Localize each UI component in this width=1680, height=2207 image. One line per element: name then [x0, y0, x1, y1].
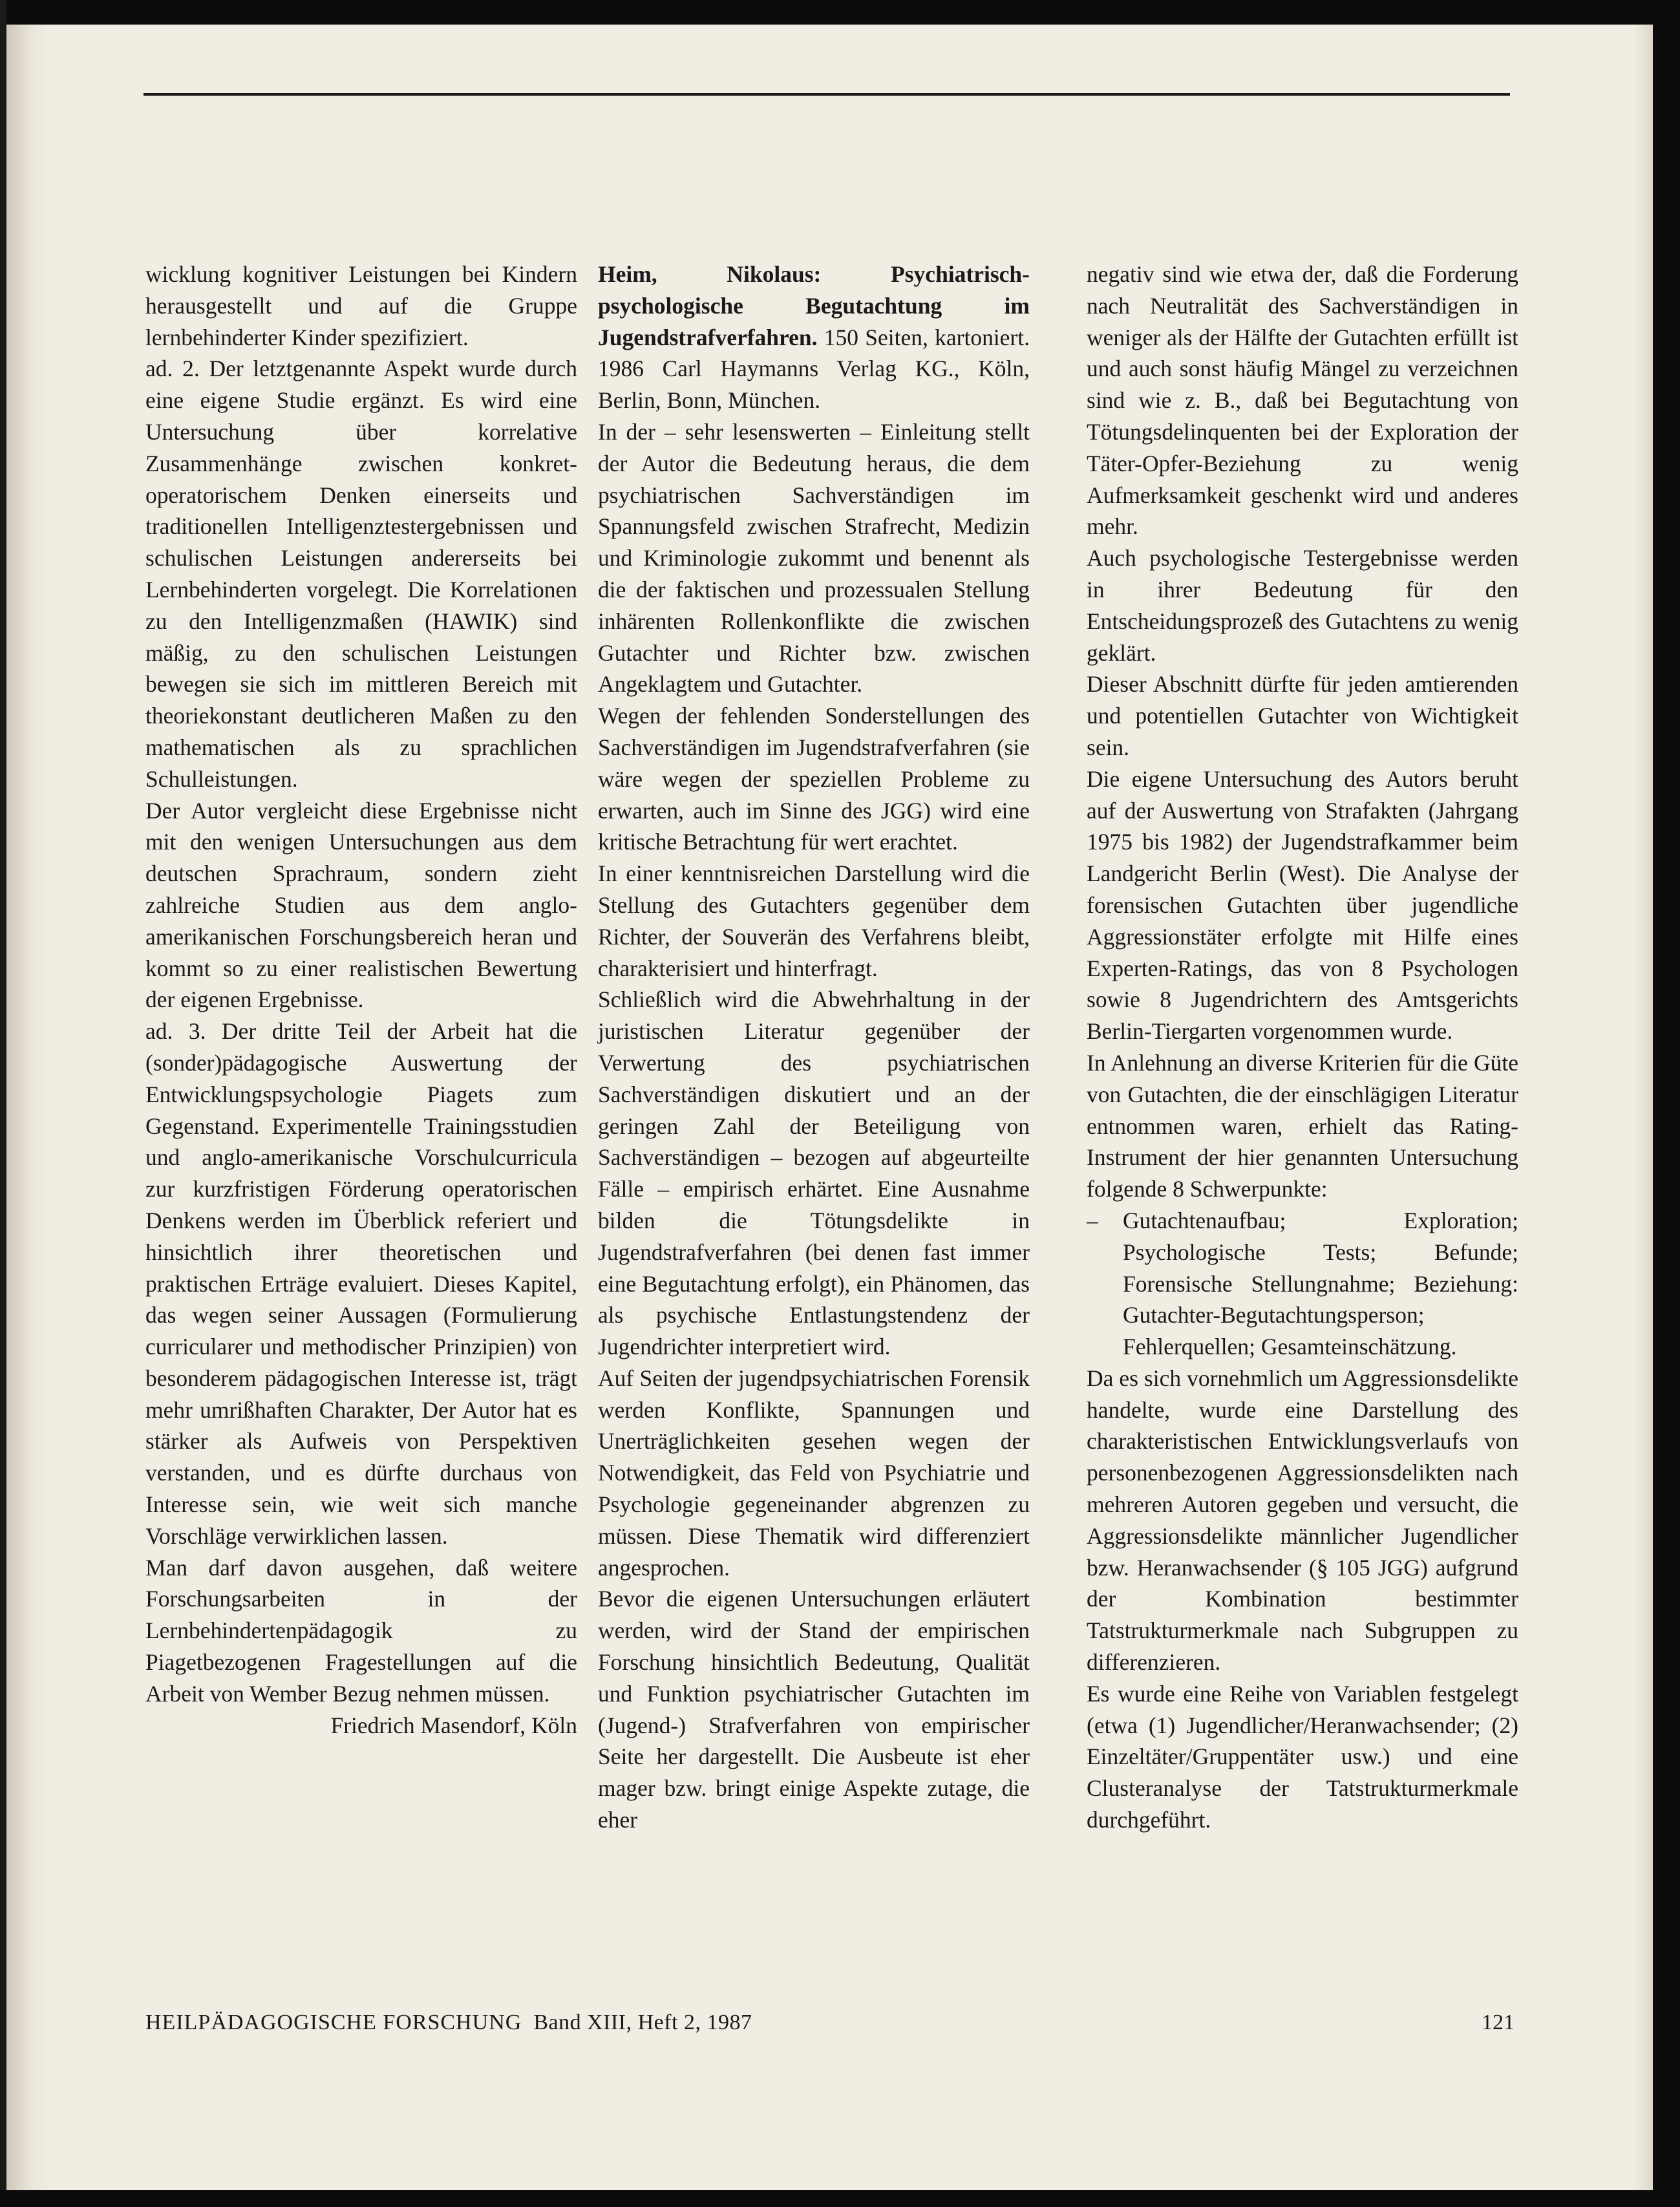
paragraph: Da es sich vornehmlich um Aggressionsdelikte handelte, wurde eine Darstellung des charakteristischen Entwicklungsverlaufs von personenbezogenen Aggressionsdelikten nach mehreren Autoren gegeben und versucht, die Aggressionsdelikte männlicher Jugendlicher bzw. Heranwachsender (§ 105 JGG) aufgrund der Kombination bestimmter Tatstrukturmerkmale nach Subgruppen zu differenzieren. — [1087, 1365, 1518, 1676]
review-signature: Friedrich Masendorf, Köln — [330, 1712, 577, 1738]
book-details: 150 Seiten, kartoniert. 1986 Carl Haymanns Verlag KG., Köln, Berlin, Bonn, München. — [598, 324, 1030, 414]
scan-border-top — [0, 0, 1680, 25]
column-1 — [145, 259, 577, 1741]
page-footer — [145, 2010, 1515, 2035]
page-spine-shadow — [6, 25, 52, 2190]
paragraph: Man darf davon ausgehen, daß weitere Forschungsarbeiten in der Lernbehindertenpädagogik zu Piagetbezogenen Fragestellungen auf die Arbeit von Wember Bezug nehmen müssen. — [145, 1554, 577, 1707]
journal-issue: Band XIII, Heft 2, 1987 — [533, 2010, 752, 2034]
paragraph: Es wurde eine Reihe von Variablen festgelegt (etwa (1) Jugendlicher/Heranwachsender; (2) Einzeltäter/Gruppentäter usw.) und eine Clusteranalyse der Tatstrukturmerkmale durchgeführt. — [1087, 1680, 1518, 1833]
paragraph: Bevor die eigenen Untersuchungen erläutert werden, wird der Stand der empirischen Forschung hinsichtlich Bedeutung, Qualität und Funktion psychiatrischer Gutachten im (Jugend-) Strafverfahren von empirischer Seite her dargestellt. Die Ausbeute ist eher mager bzw. bringt einige Aspekte zutage, die eher — [598, 1586, 1030, 1833]
list-item — [1087, 1205, 1518, 1363]
journal-citation — [145, 2010, 752, 2035]
column-3 — [1087, 259, 1518, 1836]
column-2 — [598, 259, 1030, 1836]
scan-border-right — [1653, 0, 1680, 2207]
paragraph: Der Autor vergleicht diese Ergebnisse nicht mit den wenigen Untersuchungen aus dem deutschen Sprachraum, sondern zieht zahlreiche Studien aus dem anglo-amerikanischen Forschungsbereich heran und kommt so zu einer realistischen Bewertung der eigenen Ergebnisse. — [145, 797, 577, 1013]
header-rule — [144, 93, 1510, 96]
paragraph: Schließlich wird die Abwehrhaltung in der juristischen Literatur gegenüber der Verwertung des psychiatrischen Sachverständigen diskutiert und an der geringen Zahl der Beteiligung von Sachverständigen – bezogen auf abgeurteilte Fälle – empirisch erhärtet. Eine Ausnahme bilden die Tötungsdelikte in Jugendstrafverfahren (bei denen fast immer eine Begutachtung erfolgt), ein Phänomen, das als psychische Entlastungstendenz der Jugendrichter interpretiert wird. — [598, 986, 1030, 1360]
paragraph: In der – sehr lesenswerten – Einleitung stellt der Autor die Bedeutung heraus, die dem psychiatrischen Sachverständigen im Spannungsfeld zwischen Strafrecht, Medizin und Kriminologie zukommt und benennt als die der faktischen und prozessualen Stellung inhärenten Rollenkonflikte die zwischen Gutachter und Richter bzw. zwischen Angeklagtem und Gutachter. — [598, 418, 1030, 698]
paragraph: negativ sind wie etwa der, daß die Forderung nach Neutralität des Sachverständigen in weniger als der Hälfte der Gutachten erfüllt ist und auch sonst häufig Mängel zu verzeichnen sind wie z. B., daß bei Begutachtung von Tötungsdelinquenten bei der Exploration der Täter-Opfer-Beziehung zu wenig Aufmerksamkeit geschenkt wird und anderes mehr. — [1087, 261, 1518, 540]
scan-border-left — [0, 0, 6, 2207]
paragraph: Auf Seiten der jugendpsychiatrischen Forensik werden Konflikte, Spannungen und Unerträglichkeiten gesehen wegen der Notwendigkeit, das Feld von Psychiatrie und Psychologie gegeneinander abgrenzen zu müssen. Diese Thematik wird differenziert angesprochen. — [598, 1365, 1030, 1581]
book-title: Heim, Nikolaus: Psychiatrisch-psychologische Begutachtung im Jugendstrafverfahren. — [598, 261, 1030, 350]
paragraph: ad. 3. Der dritte Teil der Arbeit hat die (sonder)pädagogische Auswertung der Entwicklungspsychologie Piagets zum Gegenstand. Experimentelle Trainingsstudien und anglo-amerikanische Vorschulcurricula zur kurzfristigen Förderung operatorischen Denkens werden im Überblick referiert und hinsichtlich ihrer theoretischen und praktischen Erträge evaluiert. Dieses Kapitel, das wegen seiner Aussagen (Formulierung curricularer und methodischer Prinzipien) von besonderem pädagogischen Interesse ist, trägt mehr umrißhaften Charakter, Der Autor hat es stärker als Aufweis von Perspektiven verstanden, und es dürfte durchaus von Interesse sein, wie weit sich manche Vorschläge verwirklichen lassen. — [145, 1018, 577, 1549]
dash-bullet: – — [1087, 1207, 1098, 1233]
page-edge-shadow — [1633, 25, 1653, 2190]
journal-name: HEILPÄDAGOGISCHE FORSCHUNG — [145, 2010, 522, 2034]
paragraph: ad. 2. Der letztgenannte Aspekt wurde durch eine eigene Studie ergänzt. Es wird eine Untersuchung über korrelative Zusammenhänge zwischen konkret-operatorischem Denken einerseits und traditionellen Intelligenztestergebnissen und schulischen Leistungen andererseits bei Lernbehinderten vorgelegt. Die Korrelationen zu den Intelligenzmaßen (HAWIK) sind mäßig, zu den schulischen Leistungen bewegen sie sich im mittleren Bereich mit theoriekonstant deutlicheren Maßen zu den mathematischen als zu sprachlichen Schulleistungen. — [145, 356, 577, 792]
paragraph: Auch psychologische Testergebnisse werden in ihrer Bedeutung für den Entscheidungsprozeß des Gutachtens zu wenig geklärt. — [1087, 545, 1518, 666]
paragraph: Die eigene Untersuchung des Autors beruht auf der Auswertung von Strafakten (Jahrgang 1975 bis 1982) der Jugendstrafkammer beim Landgericht Berlin (West). Die Analyse der forensischen Gutachten über jugendliche Aggressionstäter erfolgte mit Hilfe eines Experten-Ratings, das von 8 Psychologen sowie 8 Jugendrichtern des Amtsgerichts Berlin-Tiergarten vorgenommen wurde. — [1087, 765, 1518, 1045]
paragraph: Wegen der fehlenden Sonderstellungen des Sachverständigen im Jugendstrafverfahren (sie wäre wegen der speziellen Probleme zu erwarten, auch im Sinne des JGG) wird eine kritische Betrachtung für wert erachtet. — [598, 703, 1030, 855]
paragraph: In einer kenntnisreichen Darstellung wird die Stellung des Gutachters gegenüber dem Richter, der Souverän des Verfahrens bleibt, charakterisiert und hinterfragt. — [598, 860, 1030, 981]
paragraph: In Anlehnung an diverse Kriterien für die Güte von Gutachten, die der einschlägigen Literatur entnommen waren, erhielt das Rating-Instrument der hier genannten Untersuchung folgende 8 Schwerpunkte: — [1087, 1049, 1518, 1202]
paragraph: Dieser Abschnitt dürfte für jeden amtierenden und potentiellen Gutachter von Wichtigkeit sein. — [1087, 671, 1518, 760]
list-item-text: Gutachtenaufbau; Exploration; Psychologische Tests; Befunde; Forensische Stellungnahme; Beziehung: Gutachter-Begutachtungsperson; Fehlerquellen; Gesamteinschätzung. — [1123, 1207, 1518, 1360]
review-heading — [598, 259, 1030, 416]
scan-border-bottom — [0, 2190, 1680, 2207]
page-number: 121 — [1482, 2010, 1515, 2034]
paragraph: wicklung kognitiver Leistungen bei Kindern herausgestellt und auf die Gruppe lernbehinderter Kinder spezifiziert. — [145, 261, 577, 350]
